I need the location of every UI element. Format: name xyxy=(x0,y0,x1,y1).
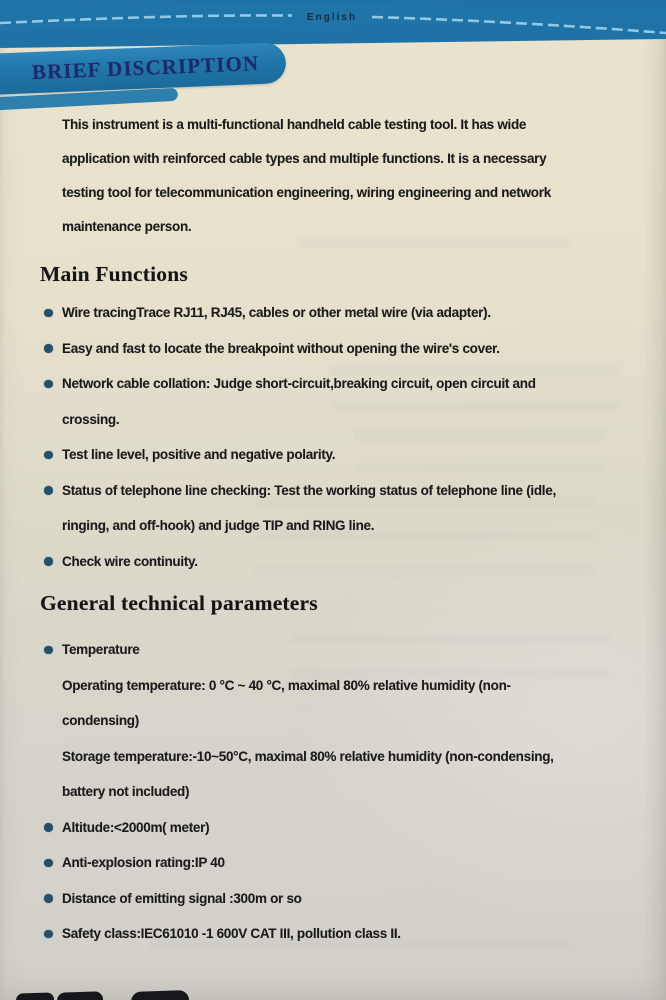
list-item: Altitude:<2000m( meter) xyxy=(44,810,554,846)
list-item: Check wire continuity. xyxy=(44,544,556,580)
next-section-peek xyxy=(57,991,103,1000)
list-item: Distance of emitting signal :300m or so xyxy=(44,881,554,917)
list-item: Temperature Operating temperature: 0 °C ~ 40 °C, maximal 80% relative humidity (non- condensing) Storage temperature:-10~50°C, maximal 80% relative humidity (non-condensing, battery not included) xyxy=(44,632,554,810)
list-item: Safety class:IEC61010 -1 600V CAT III, pollution class II. xyxy=(44,916,554,952)
banner-title: BRIEF DISCRIPTION xyxy=(31,51,260,85)
list-item: Wire tracingTrace RJ11, RJ45, cables or other metal wire (via adapter). xyxy=(44,295,556,331)
functions-list xyxy=(44,295,556,579)
intro-line: This instrument is a multi-functional handheld cable testing tool. It has wide xyxy=(62,117,527,132)
intro-line: maintenance person. xyxy=(62,219,192,234)
list-item: Test line level, positive and negative polarity. xyxy=(44,437,556,473)
list-item: Status of telephone line checking: Test the working status of telephone line (idle, ringing, and off-hook) and judge TIP and RING line. xyxy=(44,473,556,544)
list-item: Network cable collation: Judge short-circuit,breaking circuit, open circuit and crossing. xyxy=(44,366,556,437)
heading-main-functions: Main Functions xyxy=(40,262,188,286)
language-label: English xyxy=(306,12,358,23)
next-section-peek xyxy=(131,990,189,1000)
intro-paragraph xyxy=(62,108,551,244)
parameters-list xyxy=(44,632,554,952)
list-item: Easy and fast to locate the breakpoint without opening the wire's cover. xyxy=(44,331,556,367)
heading-general-parameters: General technical parameters xyxy=(40,591,318,615)
next-section-peek xyxy=(16,992,54,1000)
intro-line: testing tool for telecommunication engineering, wiring engineering and network xyxy=(62,185,551,200)
list-item: Anti-explosion rating:IP 40 xyxy=(44,845,554,881)
intro-line: application with reinforced cable types and multiple functions. It is a necessary xyxy=(62,151,547,166)
